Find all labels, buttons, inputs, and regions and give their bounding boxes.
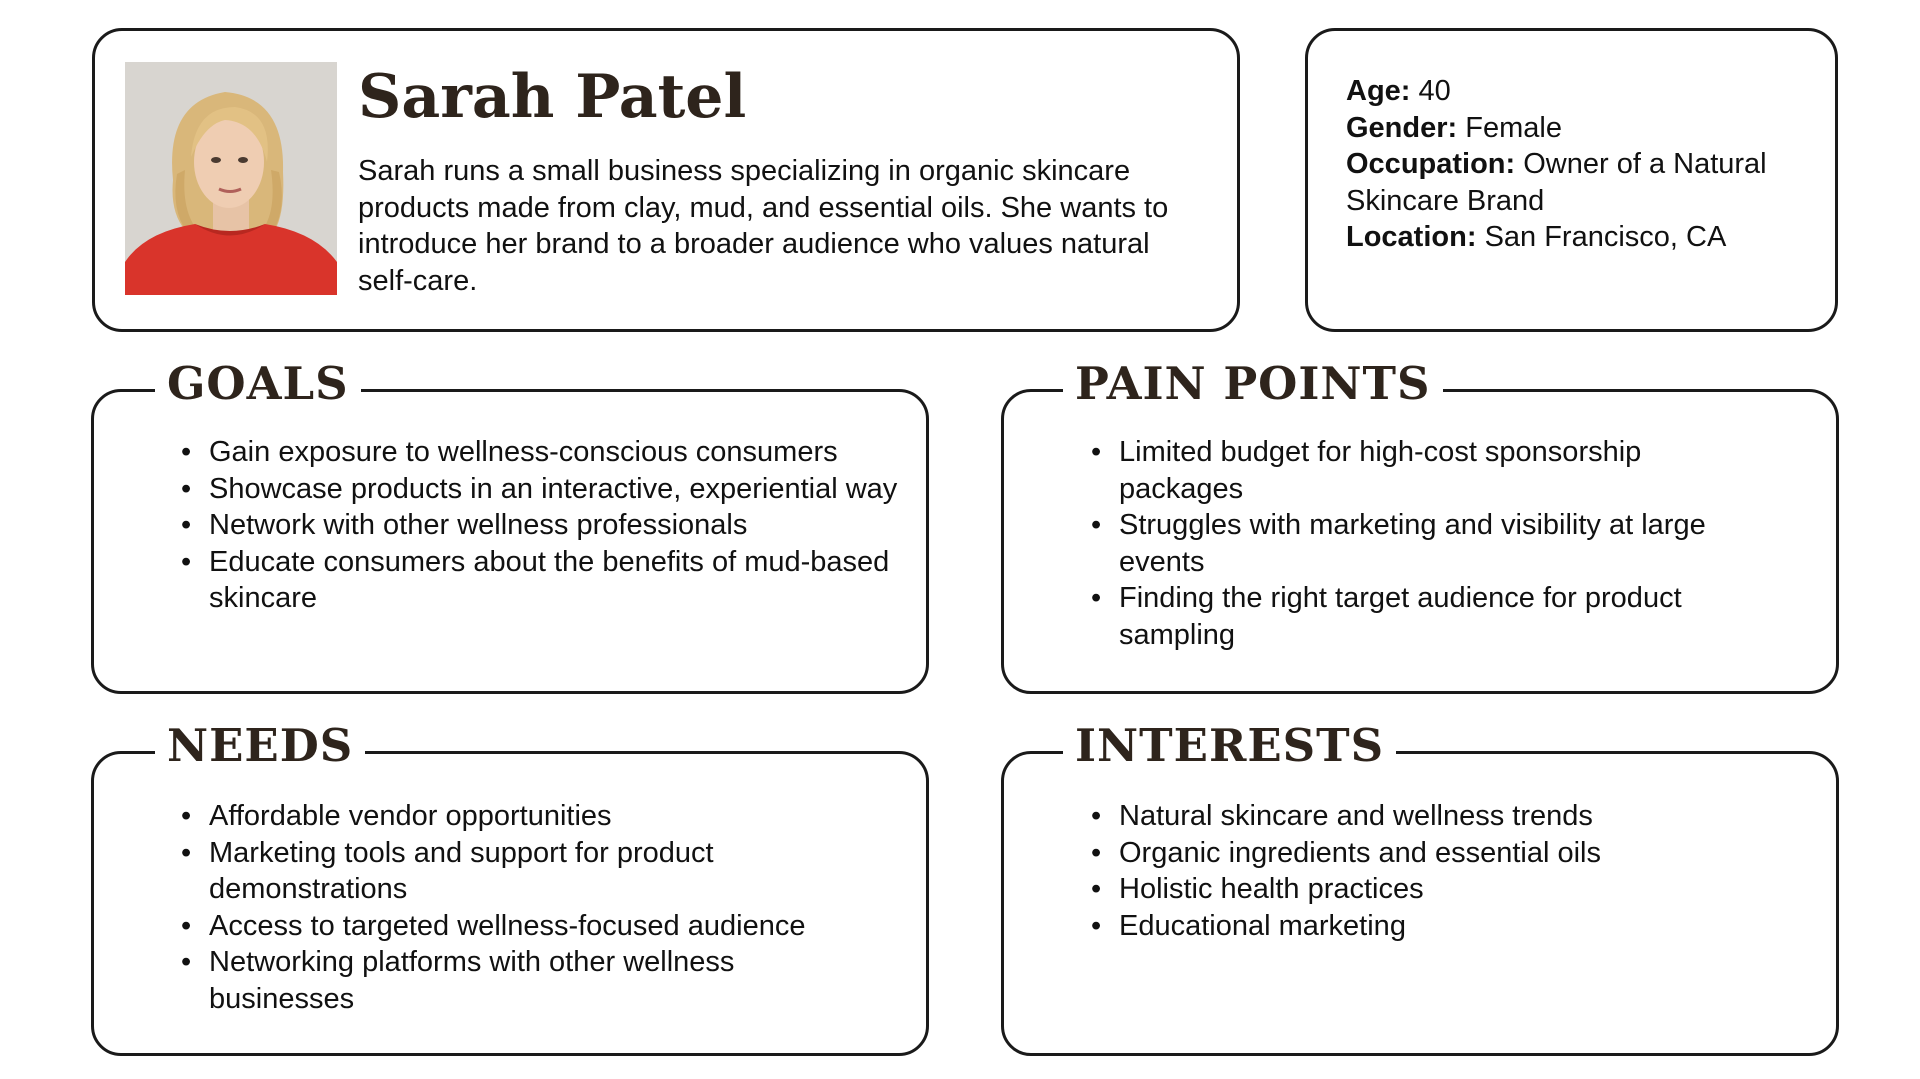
list-item: • Natural skincare and wellness trends: [1091, 798, 1771, 835]
list-item: • Gain exposure to wellness-conscious consumers: [181, 434, 901, 471]
goals-heading: GOALS: [155, 358, 361, 410]
needs-list: [181, 798, 881, 1017]
location-label: Location:: [1346, 221, 1477, 253]
pain-points-heading: PAIN POINTS: [1063, 358, 1443, 410]
list-item: • Educate consumers about the benefits of mud-based skincare: [181, 544, 901, 617]
list-item: • Marketing tools and support for product demonstrations: [181, 835, 881, 908]
goals-list: [181, 434, 901, 617]
interests-heading: INTERESTS: [1063, 720, 1396, 772]
list-item: • Limited budget for high-cost sponsorship packages: [1091, 434, 1771, 507]
occupation-value: Owner of a Natural Skincare Brand: [1346, 148, 1767, 217]
profile-card: [92, 28, 1240, 332]
list-item: • Struggles with marketing and visibility at large events: [1091, 507, 1771, 580]
list-item: • Showcase products in an interactive, experiential way: [181, 471, 901, 508]
list-item: • Access to targeted wellness-focused audience: [181, 908, 881, 945]
age-value: 40: [1418, 75, 1451, 107]
gender-value: Female: [1465, 111, 1562, 144]
location-value: San Francisco, CA: [1484, 221, 1727, 253]
list-item: • Finding the right target audience for product sampling: [1091, 580, 1771, 653]
occupation-label: Occupation:: [1346, 148, 1516, 180]
age-label: Age:: [1346, 75, 1411, 107]
demographics-card: [1305, 28, 1838, 332]
interests-list: [1091, 798, 1771, 944]
demographics-list: [1346, 73, 1816, 256]
persona-bio: Sarah runs a small business specializing in organic skincare products made from clay, mud, and essential oils. She wants to introduce her brand to a broader audience who values natural self-care.: [358, 155, 1169, 297]
age-row: [1346, 73, 1816, 110]
list-item: • Educational marketing: [1091, 908, 1771, 945]
occupation-row: [1346, 146, 1816, 219]
needs-heading: NEEDS: [155, 720, 365, 772]
list-item: • Organic ingredients and essential oils: [1091, 835, 1771, 872]
list-item: • Holistic health practices: [1091, 871, 1771, 908]
profile-photo: [125, 62, 337, 295]
gender-row: [1346, 110, 1816, 147]
list-item: • Affordable vendor opportunities: [181, 798, 881, 835]
list-item: • Networking platforms with other wellness businesses: [181, 944, 881, 1017]
pain-points-list: [1091, 434, 1771, 653]
list-item: • Network with other wellness professionals: [181, 507, 901, 544]
gender-label: Gender:: [1346, 111, 1458, 144]
location-row: [1346, 219, 1816, 256]
persona-name: Sarah Patel: [358, 62, 747, 132]
